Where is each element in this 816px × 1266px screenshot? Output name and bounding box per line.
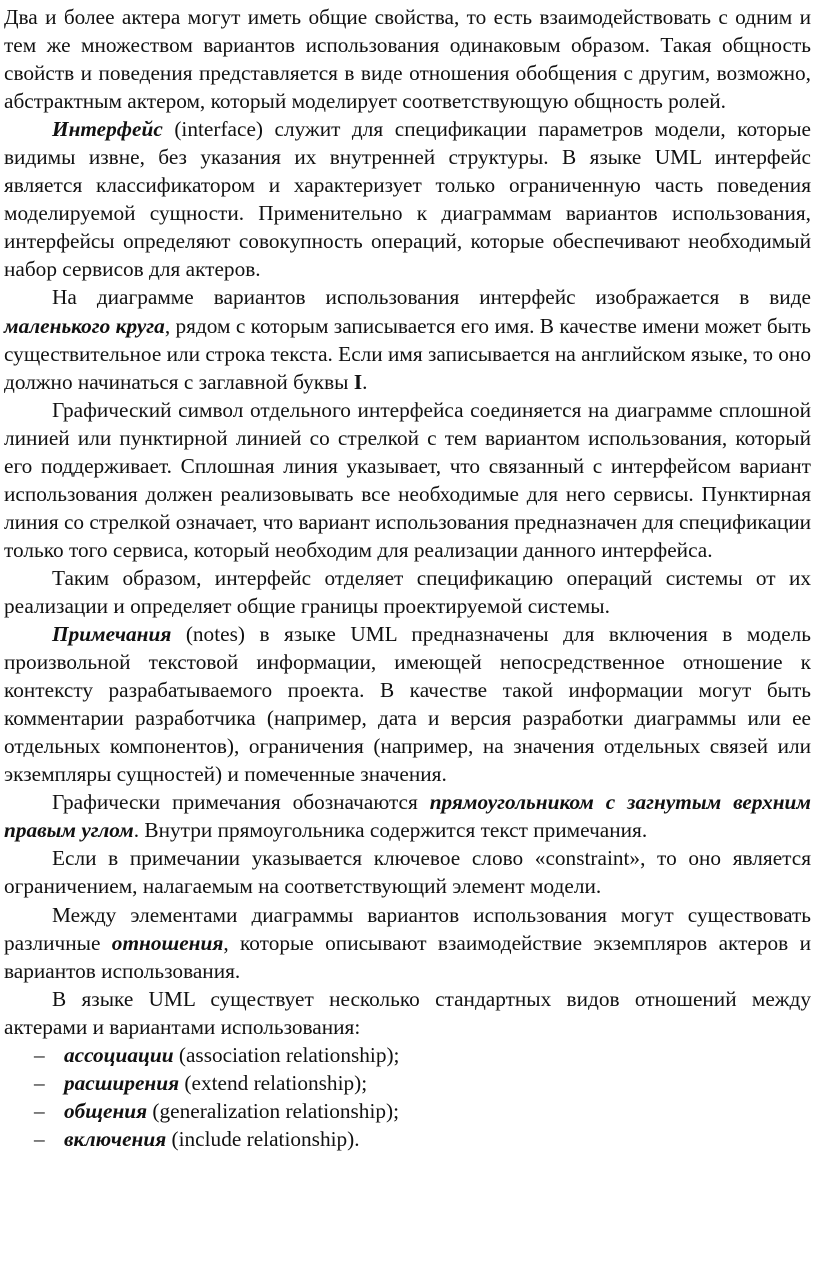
paragraph-text: На диаграмме вариантов использования интерфейс изображается в виде [52, 285, 811, 310]
paragraph-text: . [362, 369, 368, 394]
paragraph-relations-kinds: В языке UML существует несколько стандартных видов отношений между актерами и вариантами использования: [4, 986, 811, 1039]
paragraph-text: , рядом с которым записывается его имя. В качестве имени может быть существительное или строка текста. Если имя записывается на английском языке, то оно должно начинаться с заглавной буквы [4, 313, 811, 394]
paragraph-actor-generalization: Два и более актера могут иметь общие свойства, то есть взаимодействовать с одним и тем же множеством вариантов использования одинаковым образом. Такая общность свойств и поведения представляется в виде отношения обобщения с другим, возможно, абстрактным актером, который моделирует соответствующую общность ролей. [4, 5, 811, 114]
term-association: ассоциации [64, 1042, 174, 1067]
dash-marker: – [34, 1042, 45, 1067]
term-extend: расширения [64, 1070, 180, 1095]
list-item-text: (association relationship); [173, 1042, 400, 1067]
dash-marker: – [34, 1070, 45, 1095]
paragraph-interface-notation [4, 283, 811, 395]
dash-marker: – [34, 1098, 45, 1123]
term-include: включения [64, 1126, 167, 1151]
paragraph-text: Между элементами диаграммы вариантов использования могут существовать различные [4, 902, 811, 955]
list-item [26, 1097, 811, 1125]
paragraph-notes-definition [4, 620, 811, 788]
list-item [26, 1041, 811, 1069]
term-interface: Интерфейс [52, 117, 163, 142]
paragraph-relations-intro [4, 901, 811, 985]
paragraph-notes-notation [4, 788, 811, 844]
paragraph-text: , которые описывают взаимодействие экземпляров актеров и вариантов использования. [4, 930, 811, 983]
list-item [26, 1125, 811, 1153]
term-relations: отношения [111, 930, 224, 955]
letter-i: I [353, 369, 363, 394]
list-item-text: (include relationship). [166, 1126, 360, 1151]
list-item-text: (extend relationship); [179, 1070, 368, 1095]
paragraph-interface-connection: Графический символ отдельного интерфейса соединяется на диаграмме сплошной линией или пунктирной линией со стрелкой с тем вариантом использования, который его поддерживает. Сплошная линия указывает, что связанный с интерфейсом вариант использования должен реализовывать все необходимые для него сервисы. Пунктирная линия со стрелкой означает, что вариант использования предназначен для спецификации только того сервиса, который необходим для реализации данного интерфейса. [4, 397, 812, 562]
term-notes: Примечания [52, 622, 172, 647]
relations-list [4, 1041, 811, 1153]
paragraph-interface-definition [4, 115, 811, 283]
paragraph-interface-summary: Таким образом, интерфейс отделяет спецификацию операций системы от их реализации и определяет общие границы проектируемой системы. [4, 565, 811, 618]
paragraph-constraint: Если в примечании указывается ключевое слово «constraint», то оно является ограничением, налагаемым на соответствующий элемент модели. [4, 846, 811, 899]
list-item-text: (generalization relationship); [147, 1098, 400, 1123]
term-small-circle: маленького круга [4, 313, 165, 338]
paragraph-text: Графически примечания обозначаются [52, 790, 430, 815]
paragraph-text: (interface) служит для спецификации параметров модели, которые видимы извне, без указания их внутренней структуры. В языке UML интерфейс является классификатором и характеризует только ограниченную часть поведения моделируемой сущности. Применительно к диаграммам вариантов использования, интерфейсы определяют совокупность операций, которые обеспечивают необходимый набор сервисов для актеров. [4, 117, 811, 282]
list-item [26, 1069, 811, 1097]
paragraph-text: . Внутри прямоугольника содержится текст примечания. [133, 818, 648, 843]
dash-marker: – [34, 1126, 45, 1151]
term-generalization: общения [64, 1098, 148, 1123]
term-folded-rectangle: прямоугольником с загнутым верхним правым углом [4, 790, 811, 843]
paragraph-text: (notes) в языке UML предназначены для включения в модель произвольной текстовой информации, имеющей непосредственное отношение к контексту разрабатываемого проекта. В качестве такой информации могут быть комментарии разработчика (например, дата и версия разработки диаграммы или ее отдельных компонентов), ограничения (например, на значения отдельных связей или экземпляры сущностей) и помеченные значения. [4, 622, 811, 787]
